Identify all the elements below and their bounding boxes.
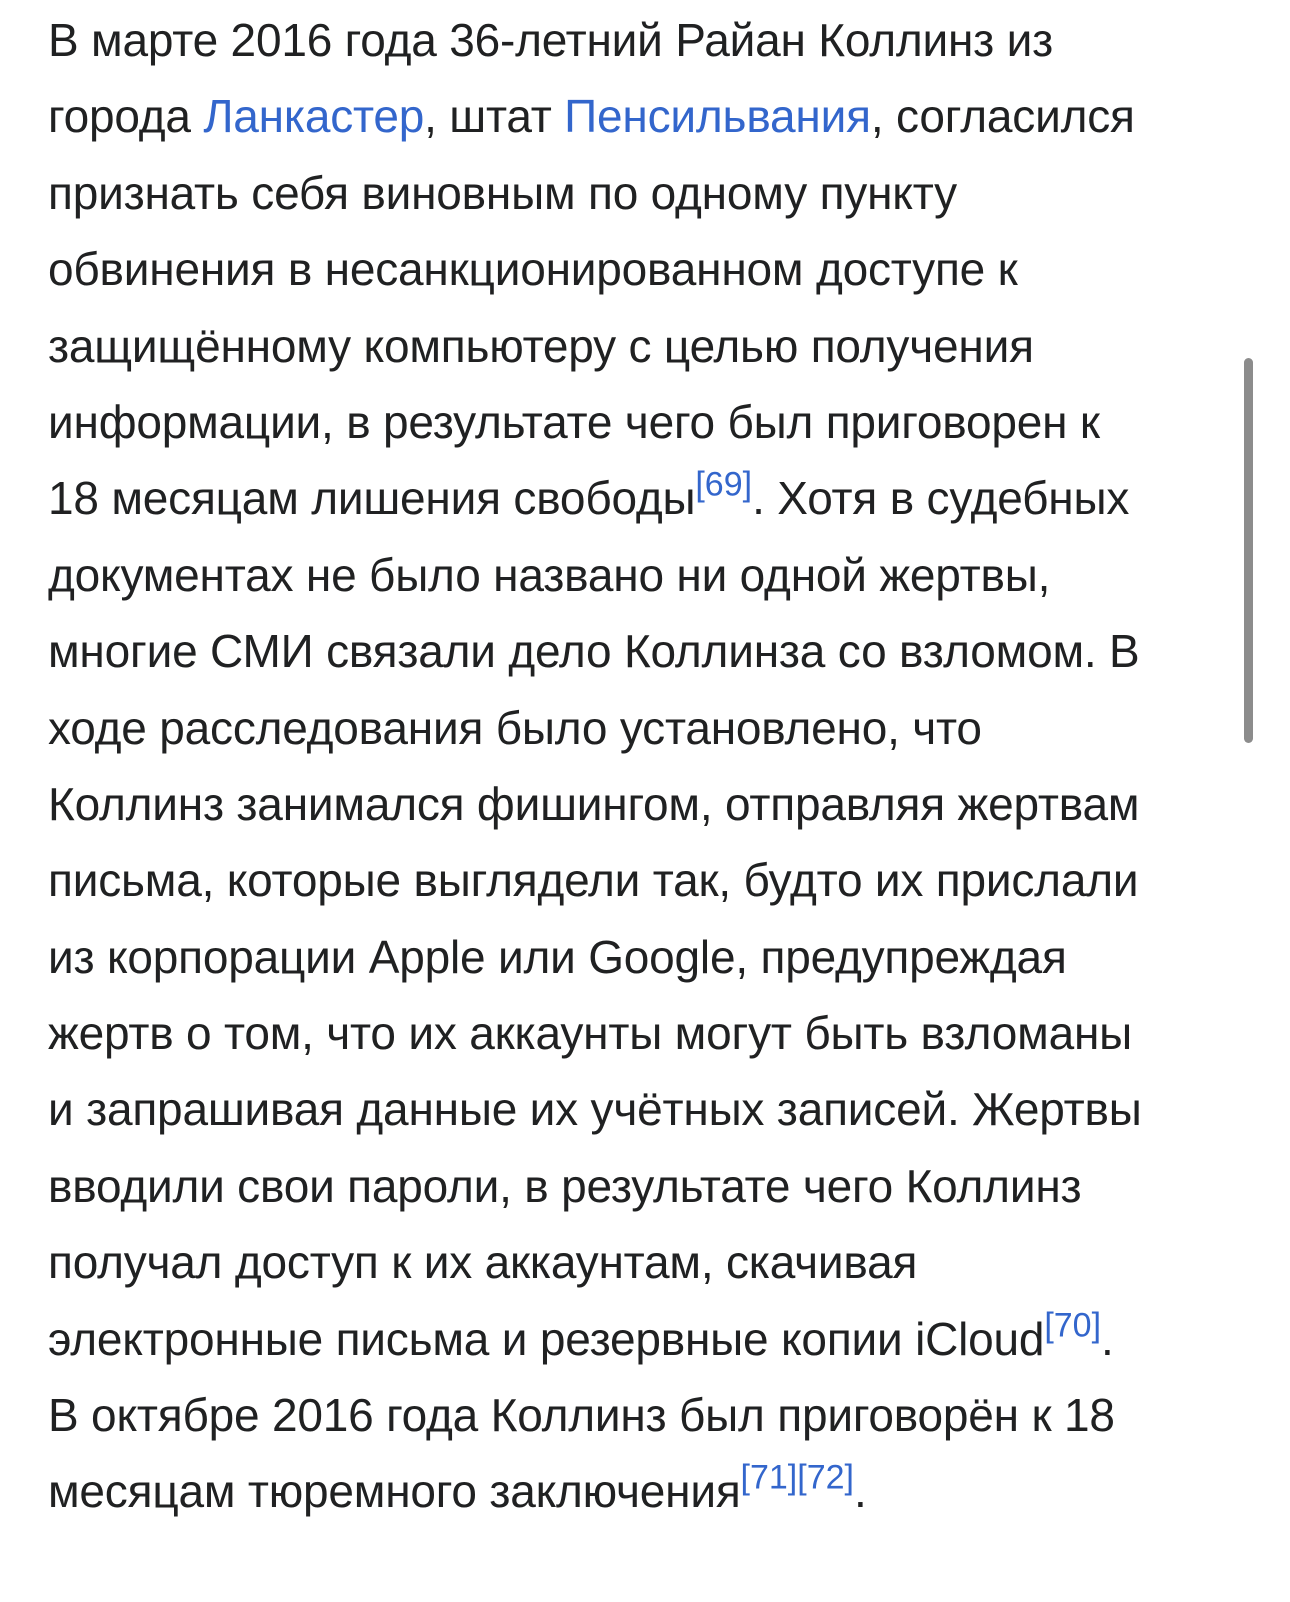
- text-run: электронные письма и резервные копии iCloud: [48, 1312, 1045, 1365]
- reference-70[interactable]: [70]: [1044, 1305, 1102, 1344]
- text-line: [48, 1301, 1223, 1377]
- text-line: [48, 1148, 1223, 1224]
- text-run: письма, которые выглядели так, будто их прислали: [48, 854, 1139, 907]
- reference-72[interactable]: [72]: [797, 1458, 854, 1497]
- text-run: города: [48, 90, 204, 143]
- text-run: вводили свои пароли, в результате чего Коллинз: [48, 1159, 1082, 1212]
- text-run: , штат: [424, 90, 565, 143]
- text-run: ходе расследования было установлено, что: [48, 701, 982, 754]
- text-run: В марте 2016 года 36-летний Райан Коллинз из: [48, 14, 1054, 66]
- text-line: [48, 78, 1223, 154]
- text-run: информации, в результате чего был приговорен к: [48, 395, 1100, 448]
- text-run: , согласился: [870, 90, 1135, 143]
- text-line: [48, 690, 1223, 766]
- text-line: [48, 1377, 1223, 1453]
- text-run: из корпорации Apple или Google, предупреждая: [48, 930, 1067, 983]
- text-line: [48, 2, 1223, 78]
- text-line: [48, 1453, 1223, 1529]
- text-line: [48, 537, 1223, 613]
- text-line: [48, 1071, 1223, 1147]
- text-run: .: [1101, 1312, 1114, 1365]
- vertical-scrollbar[interactable]: [1244, 358, 1253, 743]
- text-line: [48, 155, 1223, 231]
- text-run: В октябре 2016 года Коллинз был приговорён к 18: [48, 1389, 1115, 1442]
- text-line: [48, 384, 1223, 460]
- text-line: [48, 766, 1223, 842]
- text-run: Коллинз занимался фишингом, отправляя жертвам: [48, 777, 1140, 830]
- text-line: [48, 919, 1223, 995]
- text-line: [48, 460, 1223, 536]
- text-run: защищённому компьютеру с целью получения: [48, 319, 1034, 372]
- article-paragraph: [48, 2, 1223, 1530]
- text-line: [48, 1224, 1223, 1300]
- text-run: и запрашивая данные их учётных записей. Жертвы: [48, 1083, 1142, 1136]
- text-run: получал доступ к их аккаунтам, скачивая: [48, 1236, 918, 1289]
- text-line: [48, 231, 1223, 307]
- text-line: [48, 995, 1223, 1071]
- text-run: месяцам тюремного заключения: [48, 1465, 741, 1518]
- text-run: признать себя виновным по одному пункту: [48, 166, 957, 219]
- text-line: [48, 308, 1223, 384]
- text-run: документах не было названо ни одной жертвы,: [48, 548, 1051, 601]
- text-run: многие СМИ связали дело Коллинза со взломом. В: [48, 625, 1140, 678]
- text-line: [48, 842, 1223, 918]
- link-pennsylvania[interactable]: Пенсильвания: [564, 90, 871, 143]
- text-run: . Хотя в судебных: [752, 472, 1130, 525]
- text-run: обвинения в несанкционированном доступе к: [48, 243, 1018, 296]
- reference-69[interactable]: [69]: [695, 465, 753, 504]
- text-line: [48, 613, 1223, 689]
- text-run: жертв о том, что их аккаунты могут быть взломаны: [48, 1007, 1133, 1060]
- text-run: 18 месяцам лишения свободы: [48, 472, 696, 525]
- link-lancaster[interactable]: Ланкастер: [203, 90, 425, 143]
- reference-71[interactable]: [71]: [740, 1458, 798, 1497]
- text-run: .: [853, 1465, 867, 1518]
